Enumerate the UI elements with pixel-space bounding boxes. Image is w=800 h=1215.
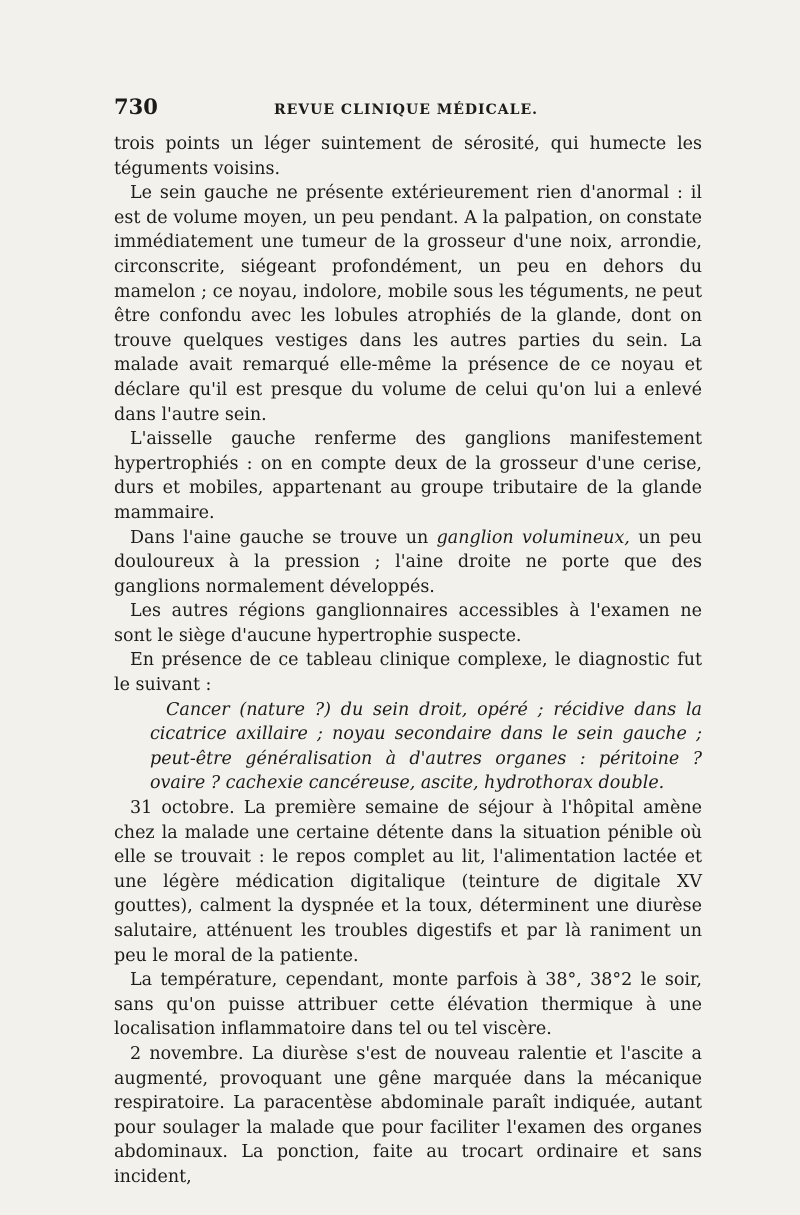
paragraph: trois points un léger suintement de sérosité, qui humecte les téguments voisins. bbox=[114, 134, 702, 179]
emphasis: ganglion volumineux, bbox=[436, 527, 630, 548]
paragraph: 31 octobre. La première semaine de séjour à l'hôpital amène chez la malade une certaine détente dans la situation pénible où elle se trouvait : le repos complet au lit, l'alimentation lactée et une légère médication digitalique (teinture de digitale XV gouttes), calment la dyspnée et la toux, déterminent une diurèse salutaire, atténuent les troubles digestifs et par là raniment un peu le moral de la patiente. bbox=[114, 798, 702, 966]
running-head: REVUE CLINIQUE MÉDICALE. bbox=[274, 102, 539, 118]
diagnosis-nature: nature ? bbox=[246, 699, 325, 720]
text-run: un peu douloureux à la pression ; l'aine droite ne porte que des ganglions normalement développés. bbox=[114, 527, 702, 597]
paragraph bbox=[114, 526, 702, 600]
paragraph: L'aisselle gauche renferme des ganglions manifestement hypertrophiés : on en compte deux de la grosseur d'une cerise, durs et mobiles, appartenant au groupe tributaire de la glande mammaire. bbox=[114, 429, 702, 523]
paragraph: En présence de ce tableau clinique complexe, le diagnostic fut le suivant : bbox=[114, 650, 702, 696]
paragraph: 2 novembre. La diurèse s'est de nouveau ralentie et l'ascite a augmenté, provoquant une gêne marquée dans la mécanique respiratoire. La paracentèse abdominale paraît indiquée, autant pour soulager la malade que pour faciliter l'examen des organes abdominaux. La ponction, faite au trocart ordinaire et sans incident, bbox=[114, 1043, 702, 1187]
diagnosis-text: Cancer ( bbox=[166, 699, 247, 720]
page-header bbox=[114, 94, 702, 122]
diagnosis-block bbox=[114, 698, 702, 796]
paragraph: Les autres régions ganglionnaires accessibles à l'examen ne sont le siège d'aucune hypertrophie suspecte. bbox=[114, 601, 702, 646]
paragraph: La température, cependant, monte parfois à 38°, 38°2 le soir, sans qu'on puisse attribuer cette élévation thermique à une localisation inflammatoire dans tel ou tel viscère. bbox=[114, 970, 702, 1040]
paragraph: Le sein gauche ne présente extérieurement rien d'anormal : il est de volume moyen, un peu pendant. A la palpation, on constate immédiatement une tumeur de la grosseur d'une noix, arrondie, circonscrite, siégeant profondément, un peu en dehors du mamelon ; ce noyau, indolore, mobile sous les téguments, ne peut être confondu avec les lobules atrophiés de la glande, dont on trouve quelques vestiges dans les autres parties du sein. La malade avait remarqué elle-même la présence de ce noyau et déclare qu'il est presque du volume de celui qu'on lui a enlevé dans l'autre sein. bbox=[114, 183, 702, 425]
body-text bbox=[114, 132, 702, 1190]
text-run: Dans l'aine gauche se trouve un bbox=[130, 527, 429, 548]
diagnosis-text: ) du sein droit, opéré ; récidive dans la cicatrice axillaire ; noyau secondaire dans le sein gauche ; peut-être généralisation à d'autres organes : péritoine ? ovaire ? cachexie cancéreuse, ascite, hydrothorax double. bbox=[150, 699, 702, 794]
page-number: 730 bbox=[114, 94, 158, 119]
